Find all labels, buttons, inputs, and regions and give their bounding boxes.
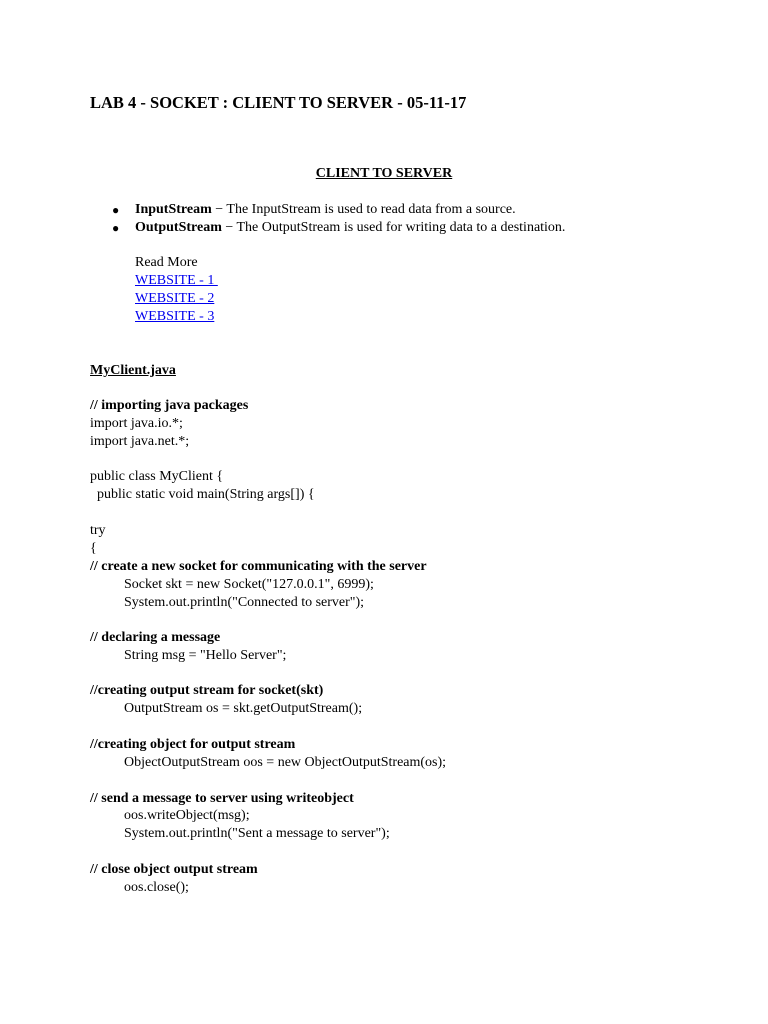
bullet-term: InputStream (135, 202, 212, 217)
code-line: try (90, 523, 106, 538)
bullet-term: OutputStream (135, 220, 222, 235)
code-comment: // importing java packages (90, 398, 249, 413)
code-comment: // close object output stream (90, 862, 258, 877)
code-line: System.out.println("Connected to server"); (124, 595, 365, 610)
code-comment: // declaring a message (90, 630, 221, 645)
code-line: oos.close(); (124, 880, 189, 895)
bullet-dot-icon: ● (112, 221, 120, 235)
code-line: public static void main(String args[]) { (90, 487, 315, 502)
code-comment: // send a message to server using writeobject (90, 791, 354, 806)
code-line: System.out.println("Sent a message to server"); (124, 826, 390, 841)
file-heading: MyClient.java (90, 363, 176, 378)
code-line: Socket skt = new Socket("127.0.0.1", 6999); (124, 577, 374, 592)
code-line: oos.writeObject(msg); (124, 808, 250, 823)
website-2-link[interactable]: WEBSITE - 2 (135, 291, 215, 306)
code-line: import java.io.*; (90, 416, 183, 431)
section-heading: CLIENT TO SERVER (315, 166, 453, 181)
list-item (135, 219, 565, 237)
read-more-label: Read More (135, 255, 198, 270)
code-comment: // create a new socket for communicating with the server (90, 559, 427, 574)
code-line: ObjectOutputStream oos = new ObjectOutputStream(os); (124, 755, 447, 770)
code-line: { (90, 541, 97, 556)
list-item (135, 201, 516, 219)
code-line: String msg = "Hello Server"; (124, 648, 287, 663)
code-line: import java.net.*; (90, 434, 190, 449)
website-1-link[interactable]: WEBSITE - 1 (135, 273, 218, 288)
bullet-desc: − The OutputStream is used for writing data to a destination. (221, 220, 566, 235)
website-3-link[interactable]: WEBSITE - 3 (135, 309, 215, 324)
code-comment: //creating output stream for socket(skt) (90, 683, 324, 698)
code-comment: //creating object for output stream (90, 737, 296, 752)
code-line: OutputStream os = skt.getOutputStream(); (124, 701, 363, 716)
code-line: public class MyClient { (90, 469, 224, 484)
page-title: LAB 4 - SOCKET : CLIENT TO SERVER - 05-11-17 (90, 93, 467, 112)
bullet-dot-icon: ● (112, 203, 120, 217)
bullet-desc: − The InputStream is used to read data from a source. (211, 202, 516, 217)
